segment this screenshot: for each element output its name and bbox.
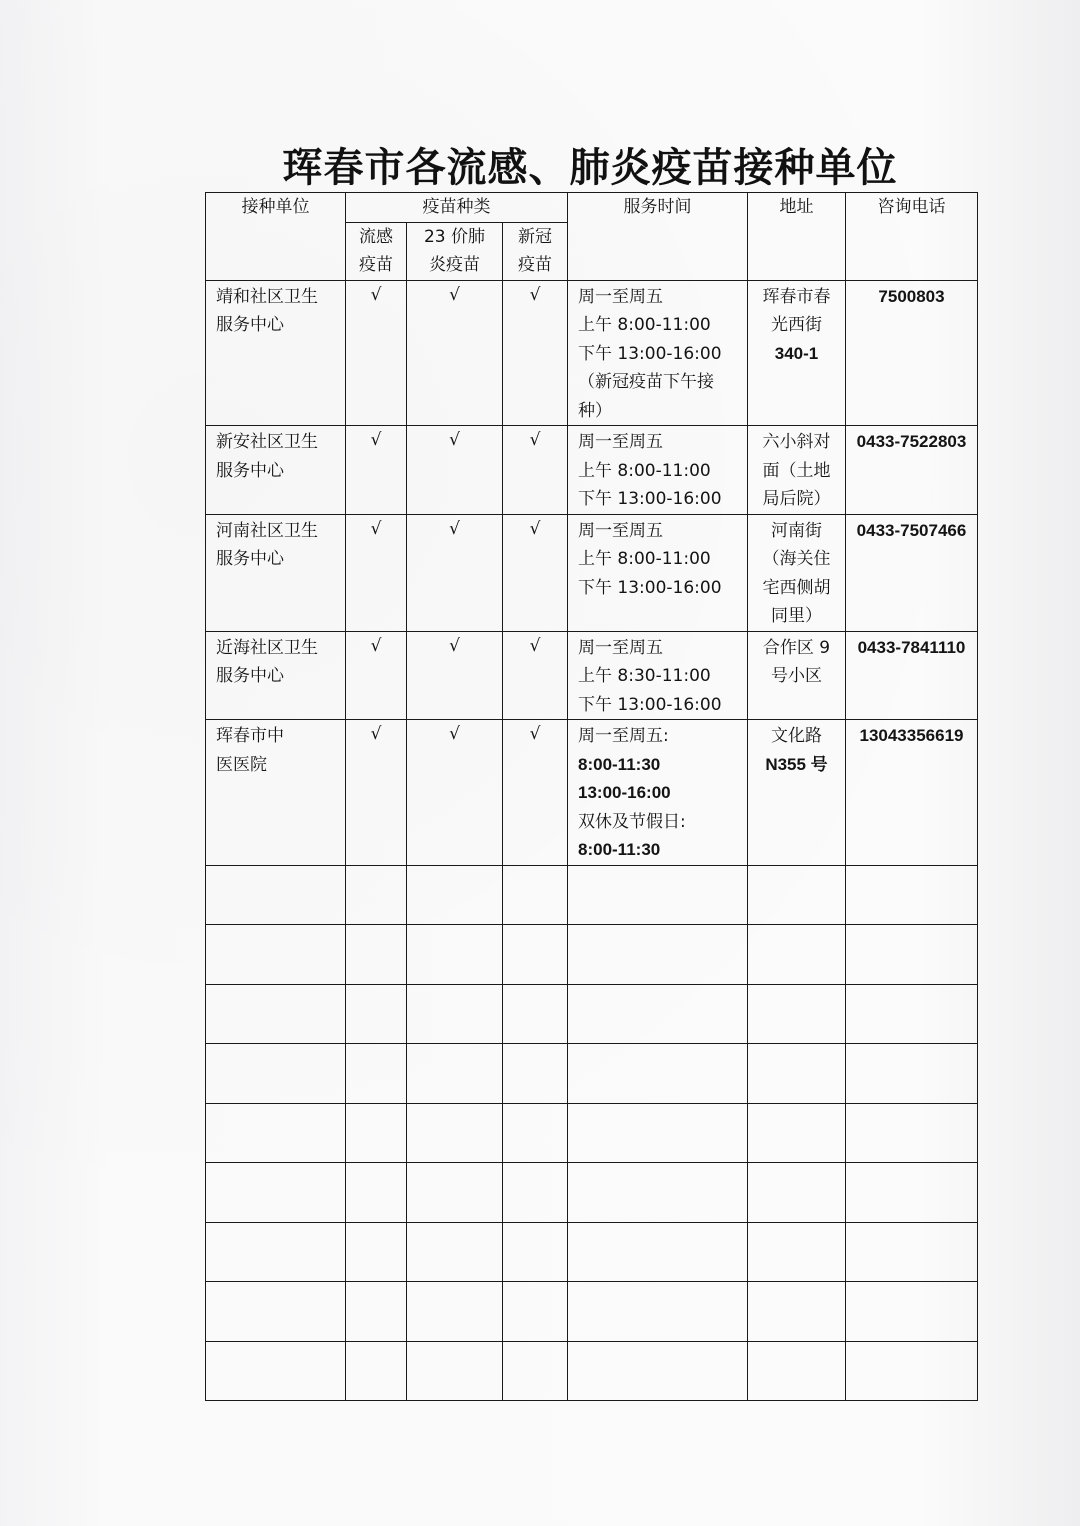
empty-cell bbox=[503, 1163, 568, 1223]
flu-check-cell: √ bbox=[346, 631, 407, 720]
empty-cell bbox=[407, 1341, 503, 1401]
covid-check-cell: √ bbox=[503, 280, 568, 426]
empty-cell bbox=[846, 1222, 978, 1282]
pneumonia-check-cell: √ bbox=[407, 280, 503, 426]
empty-cell bbox=[568, 1222, 748, 1282]
table-row bbox=[206, 426, 978, 515]
empty-cell bbox=[503, 984, 568, 1044]
service-time-cell: 周一至周五 上午 8:00-11:00 下午 13:00-16:00 bbox=[568, 426, 748, 515]
unit-name-cell: 靖和社区卫生 服务中心 bbox=[206, 280, 346, 426]
empty-cell bbox=[346, 865, 407, 925]
phone-cell: 7500803 bbox=[846, 280, 978, 426]
empty-cell bbox=[846, 925, 978, 985]
address-cell: 合作区 9 号小区 bbox=[748, 631, 846, 720]
empty-cell bbox=[748, 865, 846, 925]
vaccination-sites-table bbox=[205, 192, 978, 1401]
empty-cell bbox=[846, 1044, 978, 1104]
address-cell: 珲春市春 光西街 340-1 bbox=[748, 280, 846, 426]
empty-table-row bbox=[206, 865, 978, 925]
empty-cell bbox=[503, 1341, 568, 1401]
pneumonia-check-cell: √ bbox=[407, 720, 503, 866]
flu-check-cell: √ bbox=[346, 280, 407, 426]
empty-cell bbox=[568, 1163, 748, 1223]
empty-cell bbox=[568, 984, 748, 1044]
empty-table-row bbox=[206, 1103, 978, 1163]
empty-cell bbox=[346, 1222, 407, 1282]
covid-check-cell: √ bbox=[503, 631, 568, 720]
empty-cell bbox=[503, 865, 568, 925]
phone-cell: 0433-7522803 bbox=[846, 426, 978, 515]
empty-table-row bbox=[206, 1044, 978, 1104]
empty-cell bbox=[503, 1044, 568, 1104]
empty-cell bbox=[503, 925, 568, 985]
table-row bbox=[206, 631, 978, 720]
table-row bbox=[206, 280, 978, 426]
empty-table-row bbox=[206, 1341, 978, 1401]
address-cell: 河南街 （海关住 宅西侧胡 同里） bbox=[748, 514, 846, 631]
empty-cell bbox=[846, 1103, 978, 1163]
empty-cell bbox=[846, 1341, 978, 1401]
header-pneumonia-vaccine: 23 价肺 炎疫苗 bbox=[407, 222, 503, 280]
empty-cell bbox=[846, 984, 978, 1044]
empty-table-row bbox=[206, 925, 978, 985]
header-flu-vaccine: 流感 疫苗 bbox=[346, 222, 407, 280]
empty-cell bbox=[206, 1163, 346, 1223]
empty-cell bbox=[748, 1044, 846, 1104]
table-row bbox=[206, 514, 978, 631]
empty-table-row bbox=[206, 1163, 978, 1223]
header-covid-vaccine: 新冠 疫苗 bbox=[503, 222, 568, 280]
empty-cell bbox=[407, 1103, 503, 1163]
empty-cell bbox=[346, 1044, 407, 1104]
service-time-cell: 周一至周五 上午 8:30-11:00 下午 13:00-16:00 bbox=[568, 631, 748, 720]
unit-name-cell: 珲春市中 医医院 bbox=[206, 720, 346, 866]
empty-cell bbox=[568, 865, 748, 925]
empty-cell bbox=[206, 1044, 346, 1104]
service-time-cell: 周一至周五 上午 8:00-11:00 下午 13:00-16:00 （新冠疫苗下午接 种） bbox=[568, 280, 748, 426]
empty-rows bbox=[206, 865, 978, 1401]
empty-cell bbox=[206, 1341, 346, 1401]
empty-cell bbox=[206, 865, 346, 925]
empty-cell bbox=[748, 1163, 846, 1223]
empty-cell bbox=[346, 1163, 407, 1223]
empty-cell bbox=[346, 1282, 407, 1342]
covid-check-cell: √ bbox=[503, 426, 568, 515]
empty-cell bbox=[568, 1282, 748, 1342]
flu-check-cell: √ bbox=[346, 426, 407, 515]
empty-cell bbox=[346, 984, 407, 1044]
header-address: 地址 bbox=[748, 193, 846, 281]
header-phone: 咨询电话 bbox=[846, 193, 978, 281]
empty-cell bbox=[407, 865, 503, 925]
empty-table-row bbox=[206, 1282, 978, 1342]
empty-cell bbox=[846, 865, 978, 925]
empty-table-row bbox=[206, 984, 978, 1044]
empty-cell bbox=[748, 984, 846, 1044]
empty-cell bbox=[748, 925, 846, 985]
header-service-time: 服务时间 bbox=[568, 193, 748, 281]
unit-name-cell: 河南社区卫生 服务中心 bbox=[206, 514, 346, 631]
empty-cell bbox=[748, 1103, 846, 1163]
unit-name-cell: 近海社区卫生 服务中心 bbox=[206, 631, 346, 720]
empty-cell bbox=[407, 925, 503, 985]
address-cell: 六小斜对 面（土地 局后院） bbox=[748, 426, 846, 515]
empty-cell bbox=[748, 1341, 846, 1401]
flu-check-cell: √ bbox=[346, 720, 407, 866]
header-vaccine-group: 疫苗种类 bbox=[346, 193, 568, 223]
unit-name-cell: 新安社区卫生 服务中心 bbox=[206, 426, 346, 515]
empty-cell bbox=[503, 1103, 568, 1163]
empty-cell bbox=[407, 1282, 503, 1342]
empty-cell bbox=[206, 1222, 346, 1282]
empty-cell bbox=[503, 1222, 568, 1282]
empty-cell bbox=[407, 1044, 503, 1104]
table-body bbox=[206, 280, 978, 865]
header-unit: 接种单位 bbox=[206, 193, 346, 281]
phone-cell: 13043356619 bbox=[846, 720, 978, 866]
empty-cell bbox=[568, 925, 748, 985]
pneumonia-check-cell: √ bbox=[407, 631, 503, 720]
phone-cell: 0433-7507466 bbox=[846, 514, 978, 631]
service-time-cell: 周一至周五 上午 8:00-11:00 下午 13:00-16:00 bbox=[568, 514, 748, 631]
empty-cell bbox=[407, 1222, 503, 1282]
empty-cell bbox=[748, 1282, 846, 1342]
empty-cell bbox=[206, 1282, 346, 1342]
empty-cell bbox=[346, 1341, 407, 1401]
phone-cell: 0433-7841110 bbox=[846, 631, 978, 720]
empty-table-row bbox=[206, 1222, 978, 1282]
address-cell: 文化路 N355 号 bbox=[748, 720, 846, 866]
empty-cell bbox=[846, 1163, 978, 1223]
empty-cell bbox=[407, 1163, 503, 1223]
empty-cell bbox=[206, 1103, 346, 1163]
table-row bbox=[206, 720, 978, 866]
empty-cell bbox=[206, 925, 346, 985]
covid-check-cell: √ bbox=[503, 720, 568, 866]
covid-check-cell: √ bbox=[503, 514, 568, 631]
empty-cell bbox=[346, 1103, 407, 1163]
empty-cell bbox=[846, 1282, 978, 1342]
pneumonia-check-cell: √ bbox=[407, 514, 503, 631]
empty-cell bbox=[206, 984, 346, 1044]
empty-cell bbox=[503, 1282, 568, 1342]
page-title: 珲春市各流感、肺炎疫苗接种单位 bbox=[282, 144, 898, 191]
service-time-cell: 周一至周五: 8:00-11:30 13:00-16:00 双休及节假日: 8:00-11:30 bbox=[568, 720, 748, 866]
flu-check-cell: √ bbox=[346, 514, 407, 631]
empty-cell bbox=[748, 1222, 846, 1282]
empty-cell bbox=[407, 984, 503, 1044]
pneumonia-check-cell: √ bbox=[407, 426, 503, 515]
empty-cell bbox=[568, 1103, 748, 1163]
empty-cell bbox=[346, 925, 407, 985]
empty-cell bbox=[568, 1341, 748, 1401]
empty-cell bbox=[568, 1044, 748, 1104]
